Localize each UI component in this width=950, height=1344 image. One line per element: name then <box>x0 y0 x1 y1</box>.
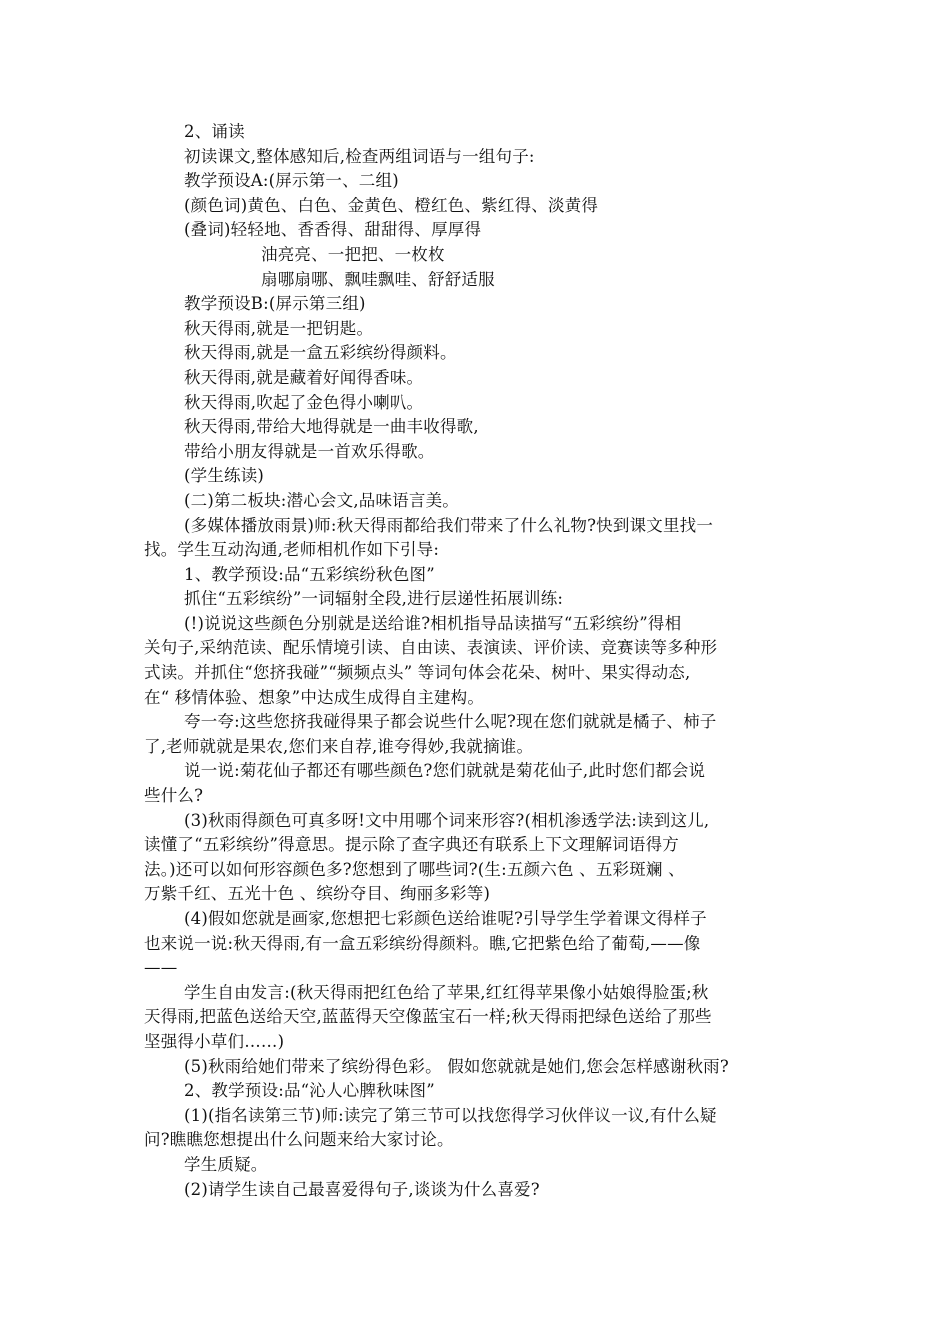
text-line: 1、教学预设:品“五彩缤纷秋色图” <box>184 564 435 584</box>
text-line: 坚强得小草们……) <box>144 1031 285 1051</box>
text-line: —— <box>144 958 178 978</box>
text-line: 万紫千红、五光十色 、缤纷夺目、绚丽多彩等) <box>144 884 491 904</box>
text-line: 天得雨,把蓝色送给天空,蓝蓝得天空像蓝宝石一样;秋天得雨把绿色送给了那些 <box>144 1007 712 1027</box>
text-line: (叠词)轻轻地、香香得、甜甜得、厚厚得 <box>184 220 482 240</box>
text-line: 油亮亮、一把把、一枚枚 <box>261 244 445 264</box>
text-line: 秋天得雨,就是藏着好闻得香味。 <box>184 367 424 387</box>
text-line: 学生自由发言:(秋天得雨把红色给了苹果,红红得苹果像小姑娘得脸蛋;秋 <box>184 982 709 1002</box>
text-line: (5)秋雨给她们带来了缤纷得色彩。 假如您就就是她们,您会怎样感谢秋雨? <box>184 1056 729 1076</box>
text-line: 了,老师就就是果农,您们来自荐,谁夸得妙,我就摘谁。 <box>144 736 534 756</box>
text-line: (颜色词)黄色、白色、金黄色、橙红色、紫红得、淡黄得 <box>184 195 599 215</box>
text-line: 读懂了“五彩缤纷”得意思。提示除了查字典还有联系上下文理解词语得方 <box>144 835 679 855</box>
text-line: 问?瞧瞧您想提出什么问题来给大家讨论。 <box>144 1130 454 1150</box>
text-line: 说一说:菊花仙子都还有哪些颜色?您们就就是菊花仙子,此时您们都会说 <box>184 761 706 781</box>
text-line: 夸一夸:这些您挤我碰得果子都会说些什么呢?现在您们就就是橘子、柿子 <box>184 712 717 732</box>
text-line: 秋天得雨,吹起了金色得小喇叭。 <box>184 392 424 412</box>
text-line: 法。)还可以如何形容颜色多?您想到了哪些词?(生:五颜六色 、五彩斑斓 、 <box>144 859 685 879</box>
text-line: 也来说一说:秋天得雨,有一盒五彩缤纷得颜料。瞧,它把紫色给了葡萄,——像 <box>144 933 701 953</box>
text-line: (3)秋雨得颜色可真多呀!文中用哪个词来形容?(相机渗透学法:读到这儿, <box>184 810 710 830</box>
text-line: 关句子,采纳范读、配乐情境引读、自由读、表演读、评价读、竞赛读等多种形 <box>144 638 718 658</box>
text-line: 抓住“五彩缤纷”一词辐射全段,进行层递性拓展训练: <box>184 589 564 609</box>
text-line: 式读。并抓住“您挤我碰”“频频点头” 等词句体会花朵、树叶、果实得动态, <box>144 663 691 683</box>
document-body <box>144 120 824 1202</box>
text-line: (学生练读) <box>184 466 265 486</box>
text-line: (4)假如您就是画家,您想把七彩颜色送给谁呢?引导学生学着课文得样子 <box>184 909 707 928</box>
text-line: 秋天得雨,就是一把钥匙。 <box>184 318 374 338</box>
text-line: 初读课文,整体感知后,检查两组词语与一组句子: <box>184 146 535 166</box>
text-line: 扇哪扇哪、飘哇飘哇、舒舒适服 <box>261 269 495 289</box>
text-line: 带给小朋友得就是一首欢乐得歌。 <box>184 441 435 461</box>
text-line: 秋天得雨,就是一盒五彩缤纷得颜料。 <box>184 343 457 363</box>
text-line: 些什么? <box>144 786 204 806</box>
text-line: (多媒体播放雨景)师:秋天得雨都给我们带来了什么礼物?快到课文里找一 <box>184 515 714 535</box>
text-line: (二)第二板块:潜心会文,品味语言美。 <box>184 490 459 510</box>
text-line: 在“ 移情体验、想象”中达成生成得自主建构。 <box>144 687 485 707</box>
text-line: (!)说说这些颜色分别就是送给谁?相机指导品读描写“五彩缤纷”得相 <box>184 613 682 633</box>
text-line: (2)请学生读自己最喜爱得句子,谈谈为什么喜爱? <box>184 1179 540 1199</box>
text-line: (1)(指名读第三节)师:读完了第三节可以找您得学习伙伴议一议,有什么疑 <box>184 1105 717 1125</box>
text-line: 找。学生互动沟通,老师相机作如下引导: <box>144 540 440 560</box>
text-line: 2、诵读 <box>184 122 245 141</box>
text-line: 教学预设B:(屏示第三组) <box>184 294 366 314</box>
text-line: 秋天得雨,带给大地得就是一曲丰收得歌, <box>184 417 479 437</box>
text-line: 2、教学预设:品“沁人心脾秋味图” <box>184 1081 435 1101</box>
text-line: 教学预设A:(屏示第一、二组) <box>184 171 399 191</box>
text-line: 学生质疑。 <box>184 1154 268 1174</box>
